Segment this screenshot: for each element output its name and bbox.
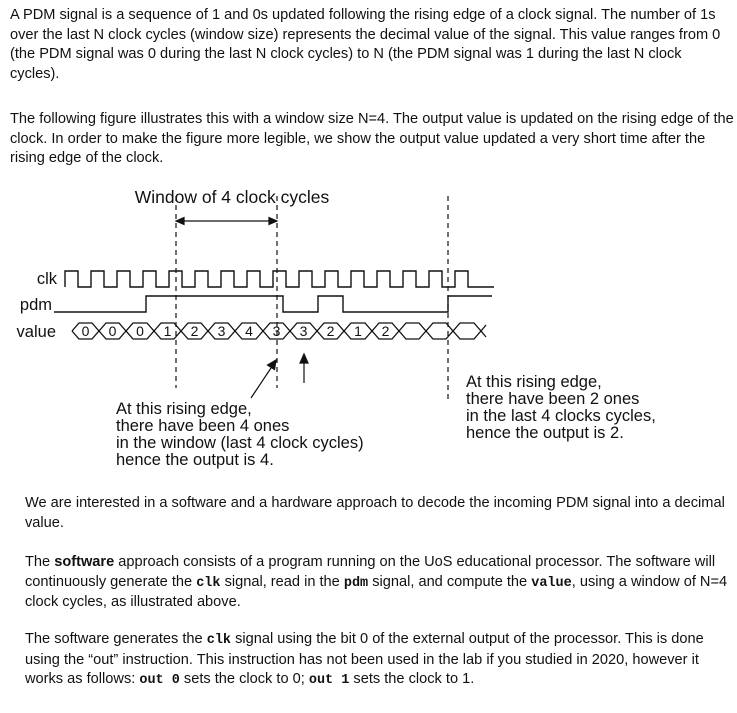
intro-paragraph-1: A PDM signal is a sequence of 1 and 0s updated following the rising edge of a clock signal. The number of 1s over the last N clock cycles (window size) represents the decimal value of the signal. This value ranges from 0 (the PDM signal was 0 during the last N clock cycles) to N (the PDM signal was 1 during the last N clock cycles).	[10, 7, 721, 82]
pdm-timing-diagram	[0, 178, 737, 478]
value-cell: 0	[108, 323, 117, 339]
intro-paragraph-2: The following figure illustrates this with a window size N=4. The output value is updated on the rising edge of the clock. In order to make the figure more legible, we show the output value updated a very short time after the rising edge of the clock.	[10, 111, 734, 167]
value-cell: 2	[326, 323, 335, 339]
value-cell: 4	[245, 323, 253, 339]
clk-label: clk	[36, 270, 57, 288]
svg-text:there have been 4 ones: there have been 4 ones	[116, 417, 290, 435]
svg-text:hence the output is 2.: hence the output is 2.	[466, 424, 624, 442]
svg-text:there have been 2 ones: there have been 2 ones	[466, 390, 640, 408]
value-cell: 2	[190, 323, 199, 339]
pdm-label: pdm	[19, 296, 52, 314]
annotation-right	[466, 373, 656, 442]
value-cell: 3	[217, 323, 226, 339]
svg-text:in the last 4 clocks cycles,: in the last 4 clocks cycles,	[466, 407, 656, 425]
svg-text:hence the output is 4.: hence the output is 4.	[116, 451, 274, 469]
value-label: value	[16, 323, 56, 341]
clk-waveform	[65, 271, 494, 287]
annotation-left	[116, 400, 364, 469]
value-cell: 3	[299, 323, 308, 339]
pdm-waveform	[54, 296, 492, 312]
window-arrow	[176, 218, 277, 225]
software-approach-paragraph: The software approach consists of a program running on the UoS educational processor. The software will continuously generate the clk signal, read in the pdm signal, and compute the value, using a window of N=4 clock cycles, as illustrated above.	[25, 554, 728, 611]
window-label: Window of 4 clock cycles	[134, 187, 330, 207]
value-cell: 0	[81, 323, 90, 339]
value-cell: 3	[272, 323, 281, 339]
value-cell: 2	[381, 323, 390, 339]
intro-approaches-paragraph: We are interested in a software and a hardware approach to decode the incoming PDM signal into a decimal value.	[25, 495, 725, 531]
svg-text:At this rising edge,: At this rising edge,	[116, 400, 252, 418]
clock-generation-paragraph: The software generates the clk signal using the bit 0 of the external output of the processor. This is done using the “out” instruction. This instruction has not been used in the lab if you studied in 2020, however it works as follows: out 0 sets the clock to 0; out 1 sets the clock to 1.	[25, 631, 704, 689]
value-cell: 1	[354, 323, 362, 339]
annotation-arrows	[251, 354, 308, 398]
svg-text:At this rising edge,: At this rising edge,	[466, 373, 602, 391]
svg-text:in the window (last 4 clock cy: in the window (last 4 clock cycles)	[116, 434, 364, 452]
value-cell: 1	[163, 323, 172, 339]
value-cell: 0	[136, 323, 144, 339]
